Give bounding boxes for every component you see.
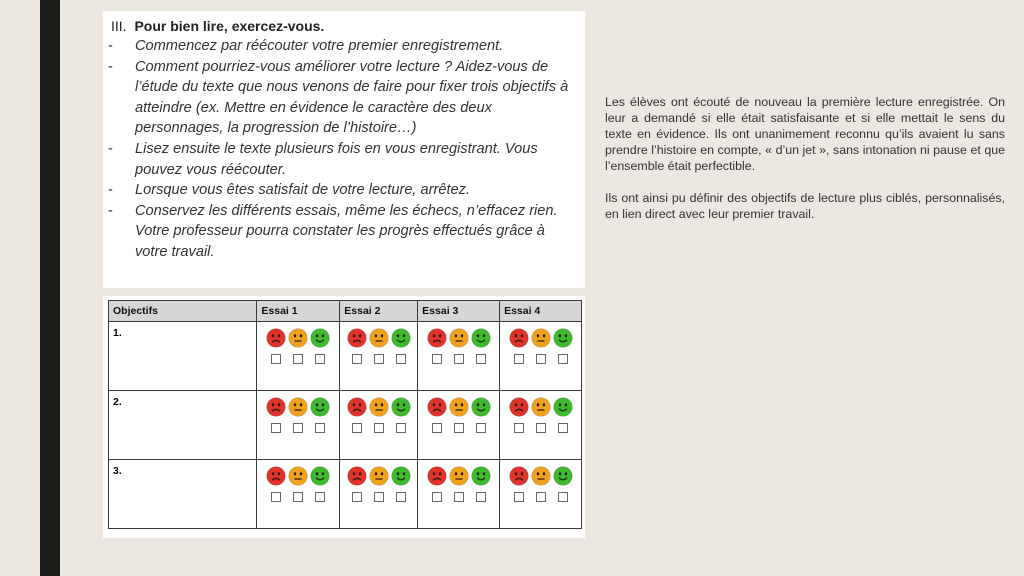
- instruction-item: [108, 57, 578, 139]
- rating-checkbox[interactable]: [352, 423, 362, 433]
- essai-cell: [500, 391, 582, 460]
- faces-row: [347, 328, 411, 348]
- sad-face-icon: [266, 397, 286, 417]
- header-objectifs: Objectifs: [109, 301, 257, 322]
- essai-cell: [257, 322, 340, 391]
- section-number: III.: [111, 18, 127, 34]
- table-row: [109, 460, 582, 529]
- left-accent-bar: [40, 0, 60, 576]
- rating-checkbox[interactable]: [374, 354, 384, 364]
- section-title: [111, 18, 324, 34]
- rating-checkbox[interactable]: [476, 423, 486, 433]
- rating-checkbox[interactable]: [514, 354, 524, 364]
- checkbox-row: [352, 354, 406, 364]
- sad-face-icon: [509, 397, 529, 417]
- checkbox-row: [352, 492, 406, 502]
- rating-checkbox[interactable]: [476, 492, 486, 502]
- faces-row: [266, 328, 330, 348]
- rating-checkbox[interactable]: [454, 354, 464, 364]
- instruction-list: [108, 36, 578, 263]
- neutral-face-icon: [531, 466, 551, 486]
- objective-number: 3.: [113, 465, 122, 477]
- objectives-table: [108, 300, 582, 529]
- rating-checkbox[interactable]: [271, 354, 281, 364]
- happy-face-icon: [391, 328, 411, 348]
- instruction-item: [108, 36, 578, 57]
- rating-checkbox[interactable]: [293, 423, 303, 433]
- commentary-text: [605, 94, 1005, 238]
- essai-cell: [418, 322, 500, 391]
- rating-group: [500, 322, 581, 364]
- rating-checkbox[interactable]: [536, 492, 546, 502]
- rating-checkbox[interactable]: [432, 492, 442, 502]
- checkbox-row: [271, 492, 325, 502]
- rating-group: [500, 391, 581, 433]
- faces-row: [347, 466, 411, 486]
- faces-row: [427, 466, 491, 486]
- table-header-row: [109, 301, 582, 322]
- rating-checkbox[interactable]: [432, 354, 442, 364]
- faces-row: [509, 397, 573, 417]
- sad-face-icon: [347, 328, 367, 348]
- happy-face-icon: [471, 328, 491, 348]
- rating-checkbox[interactable]: [271, 492, 281, 502]
- sad-face-icon: [427, 328, 447, 348]
- rating-group: [500, 460, 581, 502]
- rating-group: [257, 391, 339, 433]
- objective-cell[interactable]: [109, 391, 257, 460]
- rating-checkbox[interactable]: [293, 492, 303, 502]
- faces-row: [266, 397, 330, 417]
- rating-checkbox[interactable]: [514, 423, 524, 433]
- checkbox-row: [514, 423, 568, 433]
- sad-face-icon: [347, 397, 367, 417]
- instruction-item: [108, 201, 578, 263]
- rating-checkbox[interactable]: [352, 354, 362, 364]
- sad-face-icon: [347, 466, 367, 486]
- table-row: [109, 322, 582, 391]
- happy-face-icon: [553, 466, 573, 486]
- header-essai-4: Essai 4: [500, 301, 582, 322]
- essai-cell: [418, 460, 500, 529]
- faces-row: [509, 328, 573, 348]
- rating-group: [418, 391, 499, 433]
- rating-checkbox[interactable]: [315, 492, 325, 502]
- instruction-text: Comment pourriez-vous améliorer votre lecture ? Aidez-vous de l’étude du texte que nous venons de faire pour fixer trois objectifs à atteindre (ex. Mettre en évidence le caractère des deux personnages, la progression de l’histoire…): [135, 58, 569, 137]
- rating-checkbox[interactable]: [374, 492, 384, 502]
- header-essai-2: Essai 2: [340, 301, 418, 322]
- neutral-face-icon: [449, 466, 469, 486]
- faces-row: [266, 466, 330, 486]
- essai-cell: [257, 460, 340, 529]
- rating-checkbox[interactable]: [432, 423, 442, 433]
- header-essai-3: Essai 3: [418, 301, 500, 322]
- essai-cell: [500, 322, 582, 391]
- section-heading: Pour bien lire, exercez-vous.: [134, 18, 325, 34]
- rating-group: [340, 322, 417, 364]
- rating-checkbox[interactable]: [454, 492, 464, 502]
- happy-face-icon: [553, 397, 573, 417]
- checkbox-row: [432, 423, 486, 433]
- bullet: -: [108, 202, 113, 219]
- neutral-face-icon: [369, 328, 389, 348]
- rating-checkbox[interactable]: [315, 354, 325, 364]
- faces-row: [347, 397, 411, 417]
- instruction-text: Conservez les différents essais, même les échecs, n’effacez rien. Votre professeur pourra constater les progrès effectués grâce à votre travail.: [135, 202, 558, 260]
- checkbox-row: [271, 423, 325, 433]
- neutral-face-icon: [369, 397, 389, 417]
- rating-checkbox[interactable]: [374, 423, 384, 433]
- sad-face-icon: [266, 328, 286, 348]
- neutral-face-icon: [531, 397, 551, 417]
- neutral-face-icon: [449, 397, 469, 417]
- faces-row: [427, 397, 491, 417]
- rating-checkbox[interactable]: [396, 423, 406, 433]
- bullet: -: [108, 38, 113, 54]
- rating-group: [418, 322, 499, 364]
- rating-checkbox[interactable]: [558, 492, 568, 502]
- happy-face-icon: [471, 466, 491, 486]
- checkbox-row: [432, 492, 486, 502]
- happy-face-icon: [310, 466, 330, 486]
- essai-cell: [340, 460, 418, 529]
- neutral-face-icon: [288, 466, 308, 486]
- bullet: -: [108, 140, 113, 157]
- header-essai-1: Essai 1: [257, 301, 340, 322]
- objective-number: 2.: [113, 396, 122, 408]
- rating-group: [257, 460, 339, 502]
- table-row: [109, 391, 582, 460]
- happy-face-icon: [391, 466, 411, 486]
- essai-cell: [340, 391, 418, 460]
- commentary-paragraph-2: Ils ont ainsi pu définir des objectifs de lecture plus ciblés, personnalisés, en lien direct avec leur premier travail.: [605, 191, 1005, 221]
- rating-checkbox[interactable]: [396, 492, 406, 502]
- rating-checkbox[interactable]: [352, 492, 362, 502]
- rating-group: [340, 391, 417, 433]
- instructions-card: [103, 11, 585, 288]
- happy-face-icon: [310, 397, 330, 417]
- rating-group: [340, 460, 417, 502]
- essai-cell: [500, 460, 582, 529]
- objectives-table-card: [103, 296, 585, 538]
- checkbox-row: [432, 354, 486, 364]
- neutral-face-icon: [288, 328, 308, 348]
- commentary-paragraph-1: Les élèves ont écouté de nouveau la première lecture enregistrée. On leur a demandé si elle était satisfaisante et si elle mettait le sens du texte en évidence. Ils ont unanimement reconnu qu’ils avaient lu sans prendre l’histoire en compte, « d’un jet », sans intonation ni pause et que l’ensemble était perfectible.: [605, 95, 1005, 173]
- rating-checkbox[interactable]: [476, 354, 486, 364]
- checkbox-row: [514, 354, 568, 364]
- instruction-text: Lisez ensuite le texte plusieurs fois en vous enregistrant. Vous pouvez vous réécouter.: [135, 140, 538, 178]
- happy-face-icon: [391, 397, 411, 417]
- rating-checkbox[interactable]: [271, 423, 281, 433]
- rating-checkbox[interactable]: [514, 492, 524, 502]
- neutral-face-icon: [288, 397, 308, 417]
- happy-face-icon: [471, 397, 491, 417]
- checkbox-row: [514, 492, 568, 502]
- essai-cell: [418, 391, 500, 460]
- happy-face-icon: [553, 328, 573, 348]
- essai-cell: [340, 322, 418, 391]
- essai-cell: [257, 391, 340, 460]
- rating-group: [257, 322, 339, 364]
- sad-face-icon: [509, 328, 529, 348]
- checkbox-row: [352, 423, 406, 433]
- objective-cell[interactable]: [109, 322, 257, 391]
- sad-face-icon: [427, 466, 447, 486]
- objective-cell[interactable]: [109, 460, 257, 529]
- rating-checkbox[interactable]: [293, 354, 303, 364]
- rating-checkbox[interactable]: [396, 354, 406, 364]
- sad-face-icon: [509, 466, 529, 486]
- instruction-text: Lorsque vous êtes satisfait de votre lecture, arrêtez.: [135, 182, 471, 199]
- rating-checkbox[interactable]: [536, 354, 546, 364]
- rating-checkbox[interactable]: [315, 423, 325, 433]
- happy-face-icon: [310, 328, 330, 348]
- instruction-item: [108, 139, 578, 180]
- neutral-face-icon: [449, 328, 469, 348]
- rating-checkbox[interactable]: [454, 423, 464, 433]
- rating-checkbox[interactable]: [558, 423, 568, 433]
- faces-row: [427, 328, 491, 348]
- bullet: -: [108, 182, 113, 199]
- checkbox-row: [271, 354, 325, 364]
- rating-checkbox[interactable]: [536, 423, 546, 433]
- objective-number: 1.: [113, 327, 122, 339]
- sad-face-icon: [427, 397, 447, 417]
- faces-row: [509, 466, 573, 486]
- instruction-text: Commencez par réécouter votre premier enregistrement.: [135, 38, 504, 54]
- neutral-face-icon: [531, 328, 551, 348]
- instruction-item: [108, 180, 578, 201]
- sad-face-icon: [266, 466, 286, 486]
- rating-group: [418, 460, 499, 502]
- rating-checkbox[interactable]: [558, 354, 568, 364]
- neutral-face-icon: [369, 466, 389, 486]
- bullet: -: [108, 58, 113, 75]
